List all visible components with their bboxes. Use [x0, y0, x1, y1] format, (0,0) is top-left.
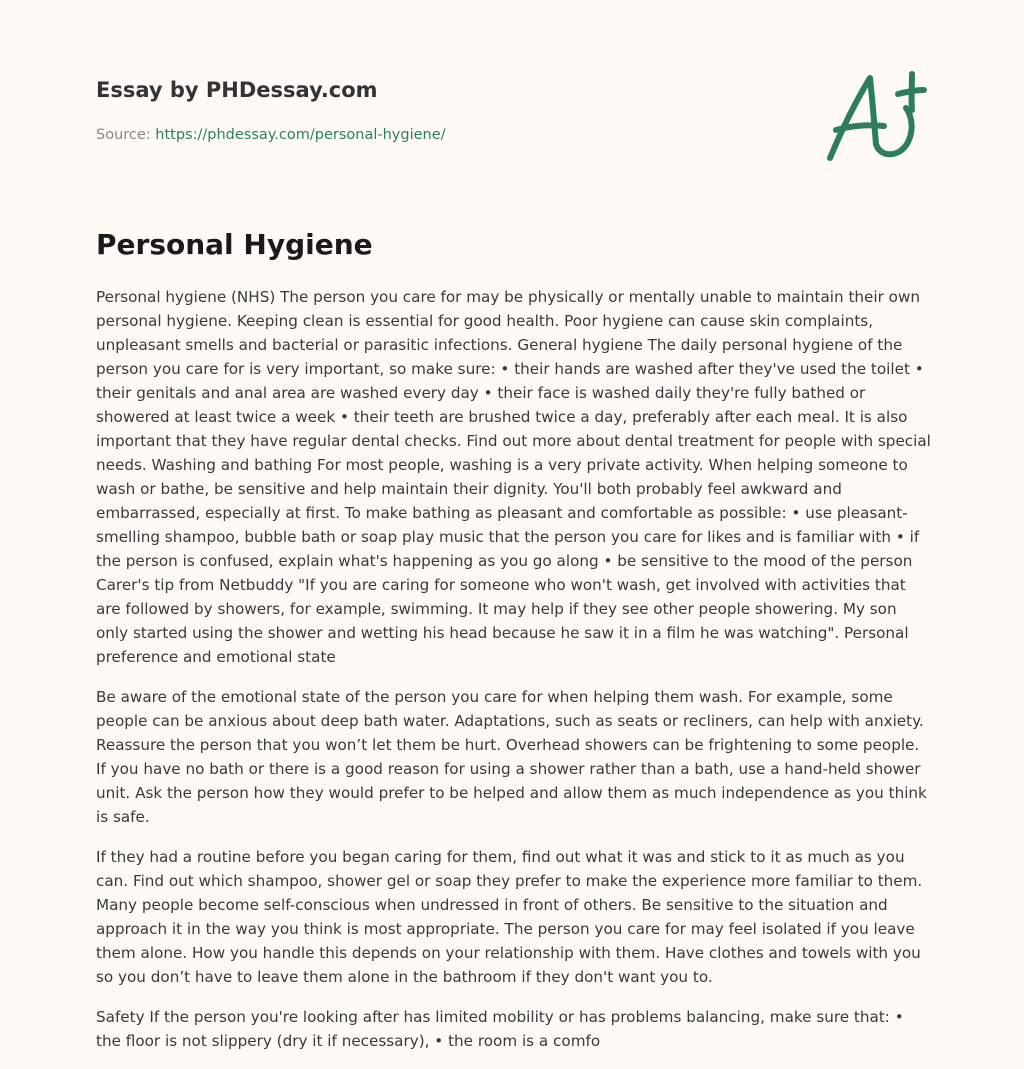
essay-paragraph: Personal hygiene (NHS) The person you care for may be physically or mentally unable to maintain their own personal hygiene. Keeping clean is essential for good health. Poor hygiene can cause skin complaints, unpleasant smells and bacterial or parasitic infections. General hygiene The daily personal hygiene of the person you care for is very important, so make sure: • their hands are washed after they've used the toilet • their genitals and anal area are washed every day • their face is washed daily they're fully bathed or showered at least twice a week • their teeth are brushed twice a day, preferably after each meal. It is also important that they have regular dental checks. Find out more about dental treatment for people with special needs. Washing and bathing For most people, washing is a very private activity. When helping someone to wash or bathe, be sensitive and help maintain their dignity. You'll both probably feel awkward and embarrassed, especially at first. To make bathing as pleasant and comfortable as possible: • use pleasant-smelling shampoo, bubble bath or soap play music that the person you care for likes and is familiar with • if the person is confused, explain what's happening as you go along • be sensitive to the mood of the person Carer's tip from Netbuddy "If you are caring for someone who won't wash, get involved with activities that are followed by showers, for example, swimming. It may help if they see other people showering. My son only started using the shower and wetting his head because he saw it in a film he was watching". Personal preference and emotional state	[96, 288, 931, 666]
source-link[interactable]: https://phdessay.com/personal-hygiene/	[155, 127, 446, 143]
essay-paragraph: If they had a routine before you began caring for them, find out what it was and stick to it as much as you can. Find out which shampoo, shower gel or soap they prefer to make the experience more familiar to them. Many people become self-conscious when undressed in front of others. Be sensitive to the situation and approach it in the way you think is most appropriate. The person you care for may feel isolated if you leave them alone. How you handle this depends on your relationship with them. Have clothes and towels with you so you don’t have to leave them alone in the bathroom if they don't want you to.	[96, 848, 923, 986]
source-line	[96, 125, 446, 145]
source-label: Source:	[96, 127, 151, 143]
essay-paragraph: Safety If the person you're looking after has limited mobility or has problems balancing, make sure that: • the floor is not slippery (dry it if necessary), • the room is a comfo	[96, 1008, 904, 1050]
a-plus-grade-icon	[820, 66, 930, 166]
essay-paragraph: Be aware of the emotional state of the person you care for when helping them wash. For example, some people can be anxious about deep bath water. Adaptations, such as seats or recliners, can help with anxiety. Reassure the person that you won’t let them be hurt. Overhead showers can be frightening to some people. If you have no bath or there is a good reason for using a shower rather than a bath, use a hand-held shower unit. Ask the person how they would prefer to be helped and allow them as much independence as you think is safe.	[96, 688, 927, 826]
essay-body	[96, 285, 932, 1069]
brand-title: Essay by PHDessay.com	[96, 78, 378, 102]
page-header	[96, 76, 936, 143]
essay-title: Personal Hygiene	[96, 228, 373, 261]
